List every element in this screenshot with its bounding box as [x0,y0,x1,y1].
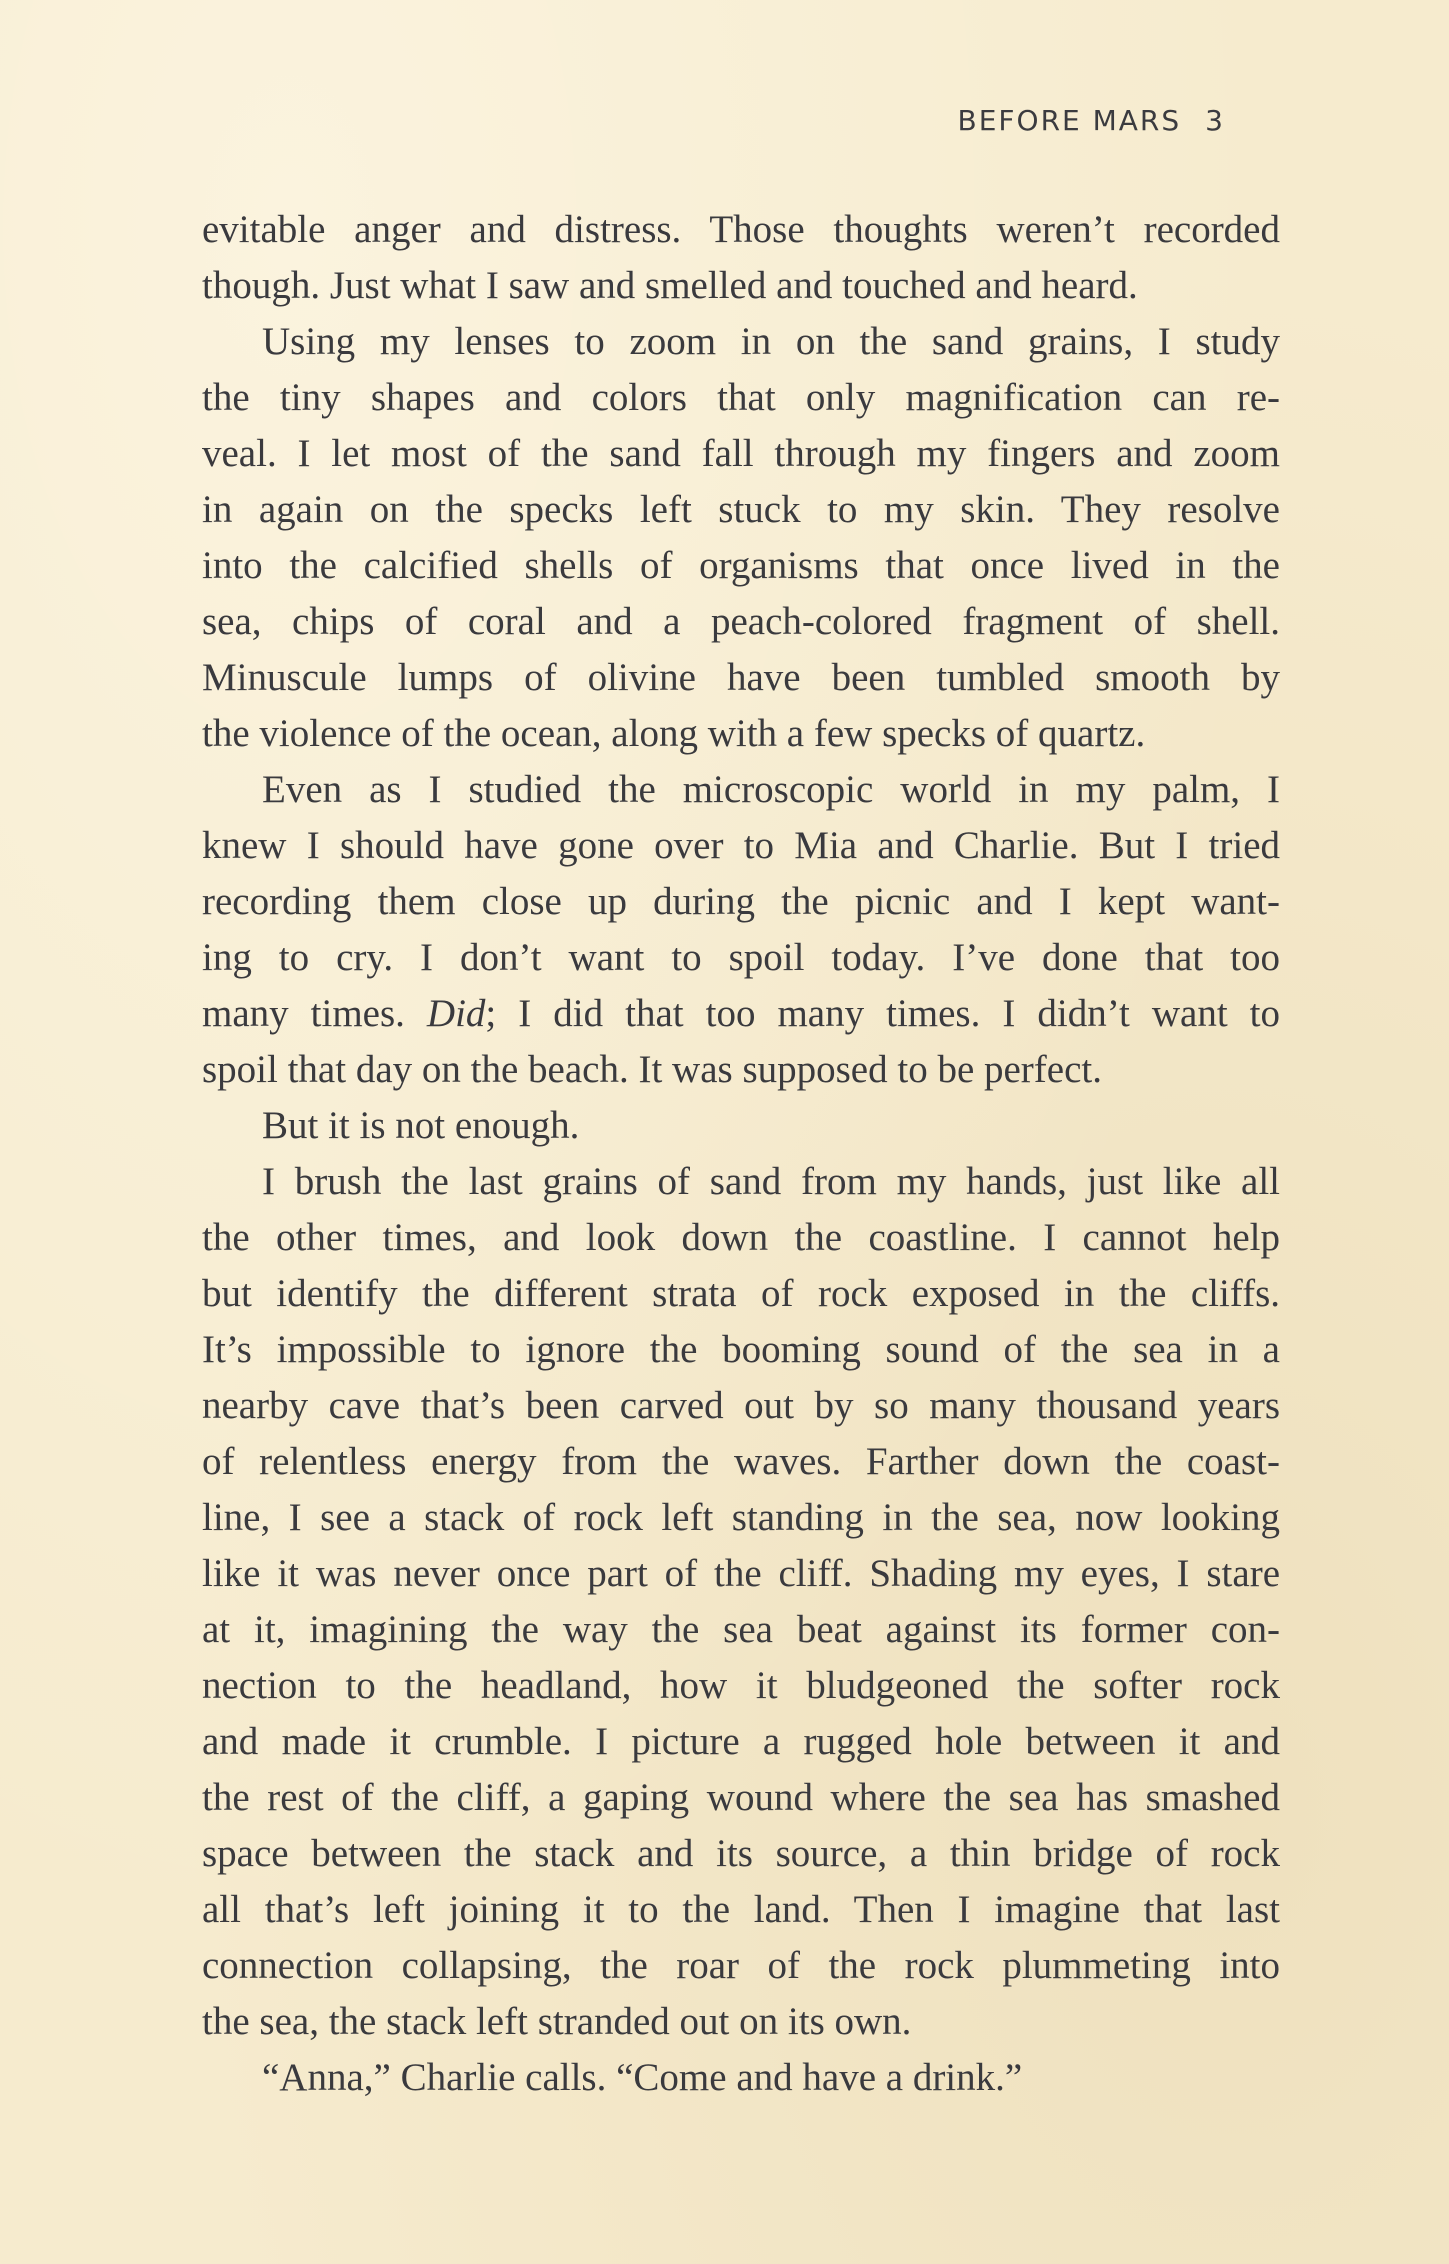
text-line: though. Just what I saw and smelled and touched and heard. [202,264,1138,307]
text-line: evitable anger and distress. Those thoughts weren’t recorded [202,208,1280,251]
text-line: veal. I let most of the sand fall through my fingers and zoom [202,432,1280,475]
text-line: the rest of the cliff, a gaping wound where the sea has smashed [202,1776,1280,1819]
text-line: knew I should have gone over to Mia and Charlie. But I tried [202,824,1280,867]
text-line: ing to cry. I don’t want to spoil today. I’ve done that too [202,936,1280,979]
text-line: sea, chips of coral and a peach-colored fragment of shell. [202,600,1280,643]
text-line: But it is not enough. [262,1104,580,1147]
text-line: “Anna,” Charlie calls. “Come and have a drink.” [262,2056,1023,2099]
text-line: I brush the last grains of sand from my hands, just like all [262,1160,1280,1203]
text-line: but identify the different strata of rock exposed in the cliffs. [202,1272,1280,1315]
text-line: like it was never once part of the cliff. Shading my eyes, I stare [202,1552,1280,1595]
text-line-mixed [202,986,1280,1042]
text-line: connection collapsing, the roar of the rock plummeting into [202,1944,1280,1987]
text-segment: ; I did that too many times. I didn’t want to [485,992,1281,1035]
text-line: recording them close up during the picnic and I kept want- [202,880,1280,923]
italic-word: Did [426,992,486,1035]
text-line: space between the stack and its source, a thin bridge of rock [202,1832,1280,1875]
text-line: of relentless energy from the waves. Farther down the coast- [202,1440,1280,1483]
page-number: 3 [1205,104,1225,137]
text-line: the tiny shapes and colors that only magnification can re- [202,376,1280,419]
text-line: nearby cave that’s been carved out by so many thousand years [202,1384,1280,1427]
text-line: the violence of the ocean, along with a few specks of quartz. [202,712,1146,755]
text-line: at it, imagining the way the sea beat against its former con- [202,1608,1280,1651]
text-line: nection to the headland, how it bludgeoned the softer rock [202,1664,1280,1707]
running-head [958,104,1225,137]
text-segment: many times. [202,992,427,1035]
running-title: BEFORE MARS [957,104,1182,137]
text-line: line, I see a stack of rock left standing in the sea, now looking [202,1496,1280,1539]
text-line: spoil that day on the beach. It was supposed to be perfect. [202,1048,1102,1091]
text-line: all that’s left joining it to the land. Then I imagine that last [202,1888,1280,1931]
text-line: Minuscule lumps of olivine have been tumbled smooth by [202,656,1280,699]
text-line: in again on the specks left stuck to my skin. They resolve [202,488,1280,531]
body-text [202,202,1280,2106]
text-line: It’s impossible to ignore the booming sound of the sea in a [202,1328,1280,1371]
text-line: the sea, the stack left stranded out on its own. [202,2000,912,2043]
text-line: the other times, and look down the coastline. I cannot help [202,1216,1280,1259]
text-line: Even as I studied the microscopic world in my palm, I [262,768,1280,811]
text-line: and made it crumble. I picture a rugged hole between it and [202,1720,1280,1763]
text-line: Using my lenses to zoom in on the sand grains, I study [262,320,1280,363]
text-line: into the calcified shells of organisms that once lived in the [202,544,1280,587]
